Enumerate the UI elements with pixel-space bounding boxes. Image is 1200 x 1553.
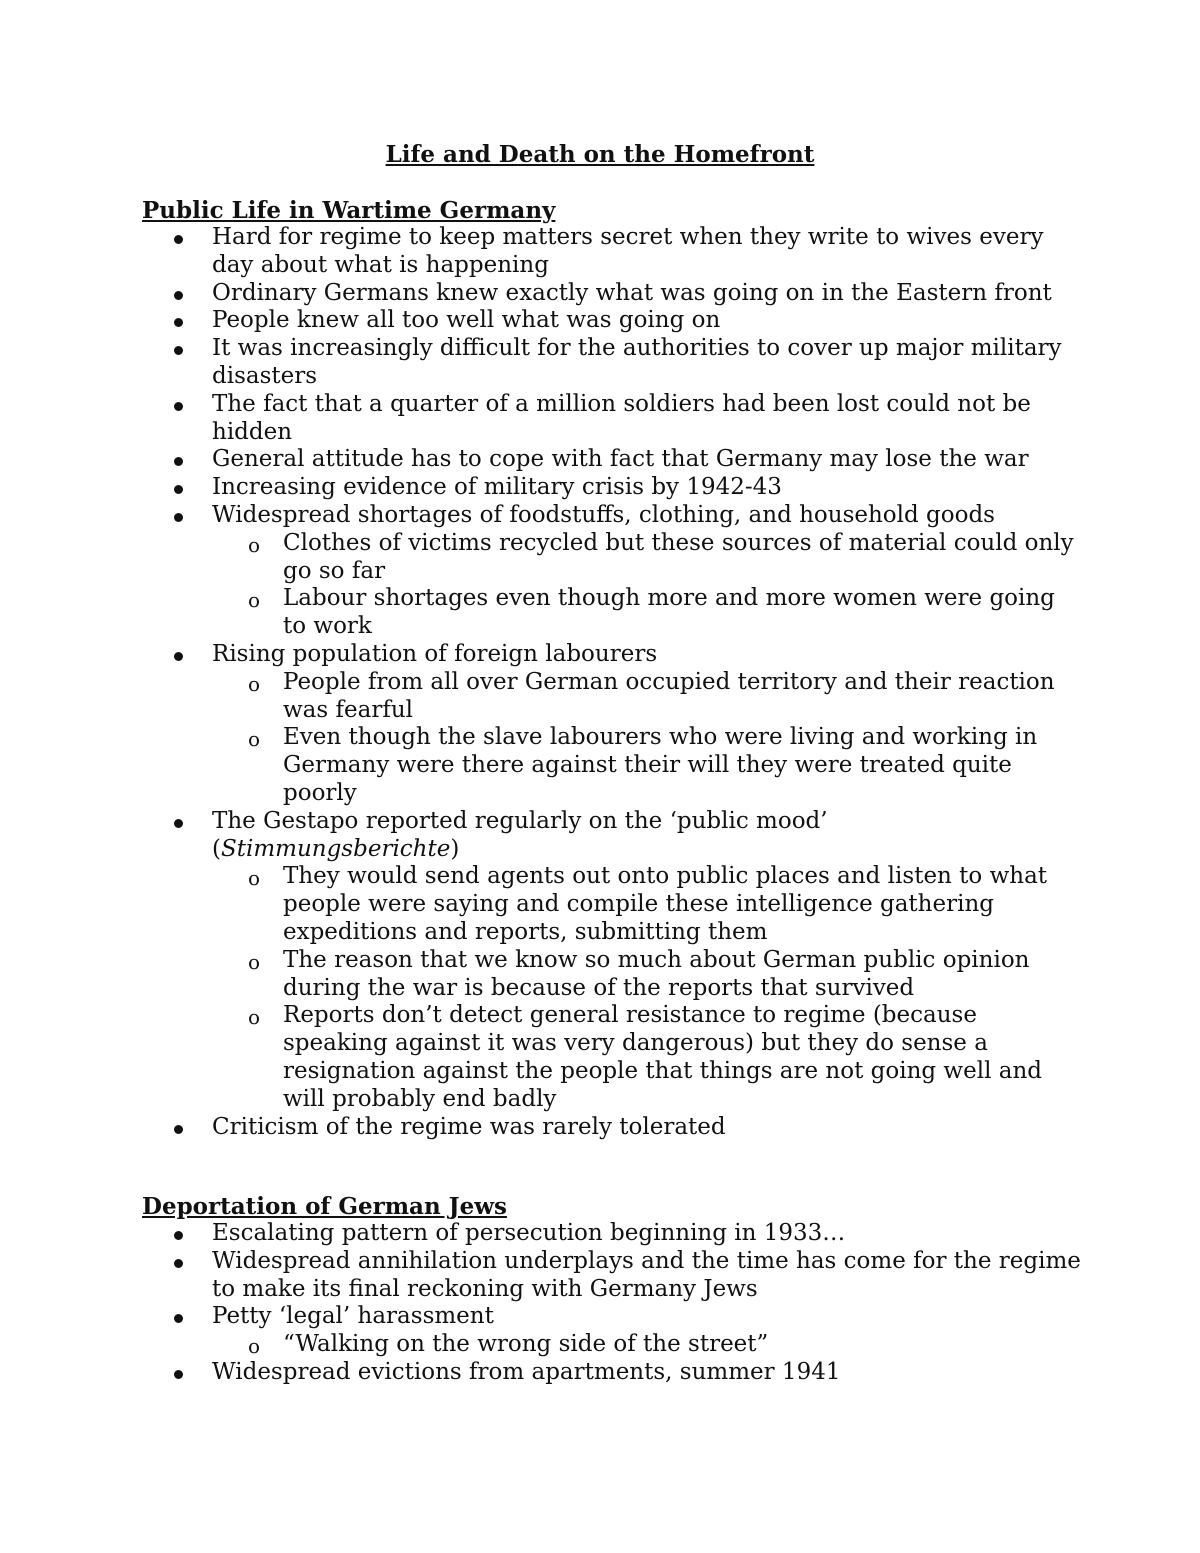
circle-bullet-icon: o [248, 727, 261, 752]
section-heading: Deportation of German Jews [142, 1193, 507, 1220]
list-item [142, 1248, 1082, 1304]
circle-bullet-icon: o [248, 866, 261, 891]
list-item [142, 1220, 1082, 1248]
circle-bullet-icon: o [248, 671, 261, 696]
list-item-text: Increasing evidence of military crisis by 1942-43 [212, 474, 782, 501]
sub-list-item [212, 947, 1082, 1003]
list-item [142, 335, 1082, 391]
list-item-text: General attitude has to cope with fact that Germany may lose the war [212, 446, 1029, 473]
list-item [142, 1303, 1082, 1359]
sub-list-item [212, 724, 1082, 807]
bullet-icon [174, 402, 183, 411]
bullet-icon [174, 1370, 183, 1379]
sub-list-item-text: “Walking on the wrong side of the street” [283, 1331, 769, 1358]
bullet-icon [174, 819, 183, 828]
list-item-text: Hard for regime to keep matters secret when they write to wives every day about what is happening [212, 224, 1044, 278]
bullet-icon [174, 318, 183, 327]
circle-bullet-icon: o [248, 1334, 261, 1359]
list-item [142, 280, 1082, 308]
bullet-icon [174, 291, 183, 300]
list-item [142, 446, 1082, 474]
list-item [142, 1359, 1082, 1387]
list-item-text: People knew all too well what was going on [212, 307, 721, 334]
bullet-icon [174, 457, 183, 466]
list-item [142, 474, 1082, 502]
sub-list-item [212, 585, 1082, 641]
section-deportation [142, 1193, 1082, 1387]
list-item [142, 502, 1082, 641]
sub-list-item-text: People from all over German occupied territory and their reaction was fearful [283, 668, 1055, 723]
sub-list-item-text: Reports don’t detect general resistance to regime (because speaking against it was very dangerous) but they do sense a resignation against the people that things are not going well and will probably end badly [283, 1002, 1042, 1112]
bullet-icon [174, 235, 183, 244]
sub-list-item-text: Even though the slave labourers who were living and working in Germany were there against their will they were treated quite poorly [283, 724, 1038, 806]
section-public-life [142, 197, 1082, 1141]
sub-list-item [212, 530, 1082, 586]
bullet-icon [174, 1314, 183, 1323]
italic-term: Stimmungsberichte [220, 835, 451, 862]
bullet-icon [174, 485, 183, 494]
sub-list-item [212, 1331, 1082, 1359]
section-heading: Public Life in Wartime Germany [142, 197, 556, 224]
list-item [142, 1114, 1082, 1142]
circle-bullet-icon: o [248, 1005, 261, 1030]
sub-list [141, 1331, 1082, 1359]
document-title: Life and Death on the Homefront [385, 141, 815, 168]
sub-list [141, 863, 1082, 1113]
list-item-text: Rising population of foreign labourers [212, 640, 658, 667]
bullet-icon [174, 346, 183, 355]
bullet-icon [174, 1259, 183, 1268]
list-item-text: It was increasingly difficult for the authorities to cover up major military disasters [212, 335, 1062, 389]
sub-list-item [212, 669, 1082, 725]
list-item-text: Widespread evictions from apartments, summer 1941 [212, 1358, 841, 1385]
list-item [142, 224, 1082, 280]
list-item-text: The fact that a quarter of a million soldiers had been lost could not be hidden [212, 390, 1031, 445]
sub-list-item-text: The reason that we know so much about German public opinion during the war is because of the reports that survived [283, 946, 1030, 1001]
bullet-icon [174, 513, 183, 522]
bullet-icon [174, 1125, 183, 1134]
bullet-list [142, 1220, 1082, 1387]
bullet-list [142, 224, 1082, 1141]
sub-list-item [212, 1002, 1082, 1113]
sub-list [141, 530, 1082, 641]
list-item-text-end: ) [450, 835, 460, 862]
list-item [142, 808, 1082, 1114]
sub-list-item-text: Labour shortages even though more and more women were going to work [283, 585, 1055, 640]
list-item [142, 307, 1082, 335]
list-item [142, 641, 1082, 808]
sub-list-item-text: They would send agents out onto public places and listen to what people were saying and compile these intelligence gathering expeditions and reports, submitting them [283, 863, 1048, 945]
list-item-text [212, 808, 828, 862]
bullet-icon [174, 652, 183, 661]
circle-bullet-icon: o [248, 532, 261, 557]
list-item-text: Widespread shortages of foodstuffs, clothing, and household goods [212, 501, 995, 528]
circle-bullet-icon: o [248, 588, 261, 613]
bullet-icon [174, 1231, 183, 1240]
list-item-text: Petty ‘legal’ harassment [212, 1303, 494, 1330]
list-item-text-start: The Gestapo reported regularly on the ‘public mood’ ( [212, 807, 828, 862]
list-item-text: Escalating pattern of persecution beginning in 1933… [212, 1220, 846, 1246]
sub-list [141, 669, 1082, 808]
list-item-text: Widespread annihilation underplays and the time has come for the regime to make its final reckoning with Germany Jews [212, 1247, 1081, 1302]
circle-bullet-icon: o [248, 949, 261, 974]
list-item-text: Criticism of the regime was rarely tolerated [212, 1113, 726, 1140]
list-item [142, 391, 1082, 447]
sub-list-item [212, 863, 1082, 946]
list-item-text: Ordinary Germans knew exactly what was going on in the Eastern front [212, 279, 1052, 306]
sub-list-item-text: Clothes of victims recycled but these sources of material could only go so far [283, 529, 1074, 584]
